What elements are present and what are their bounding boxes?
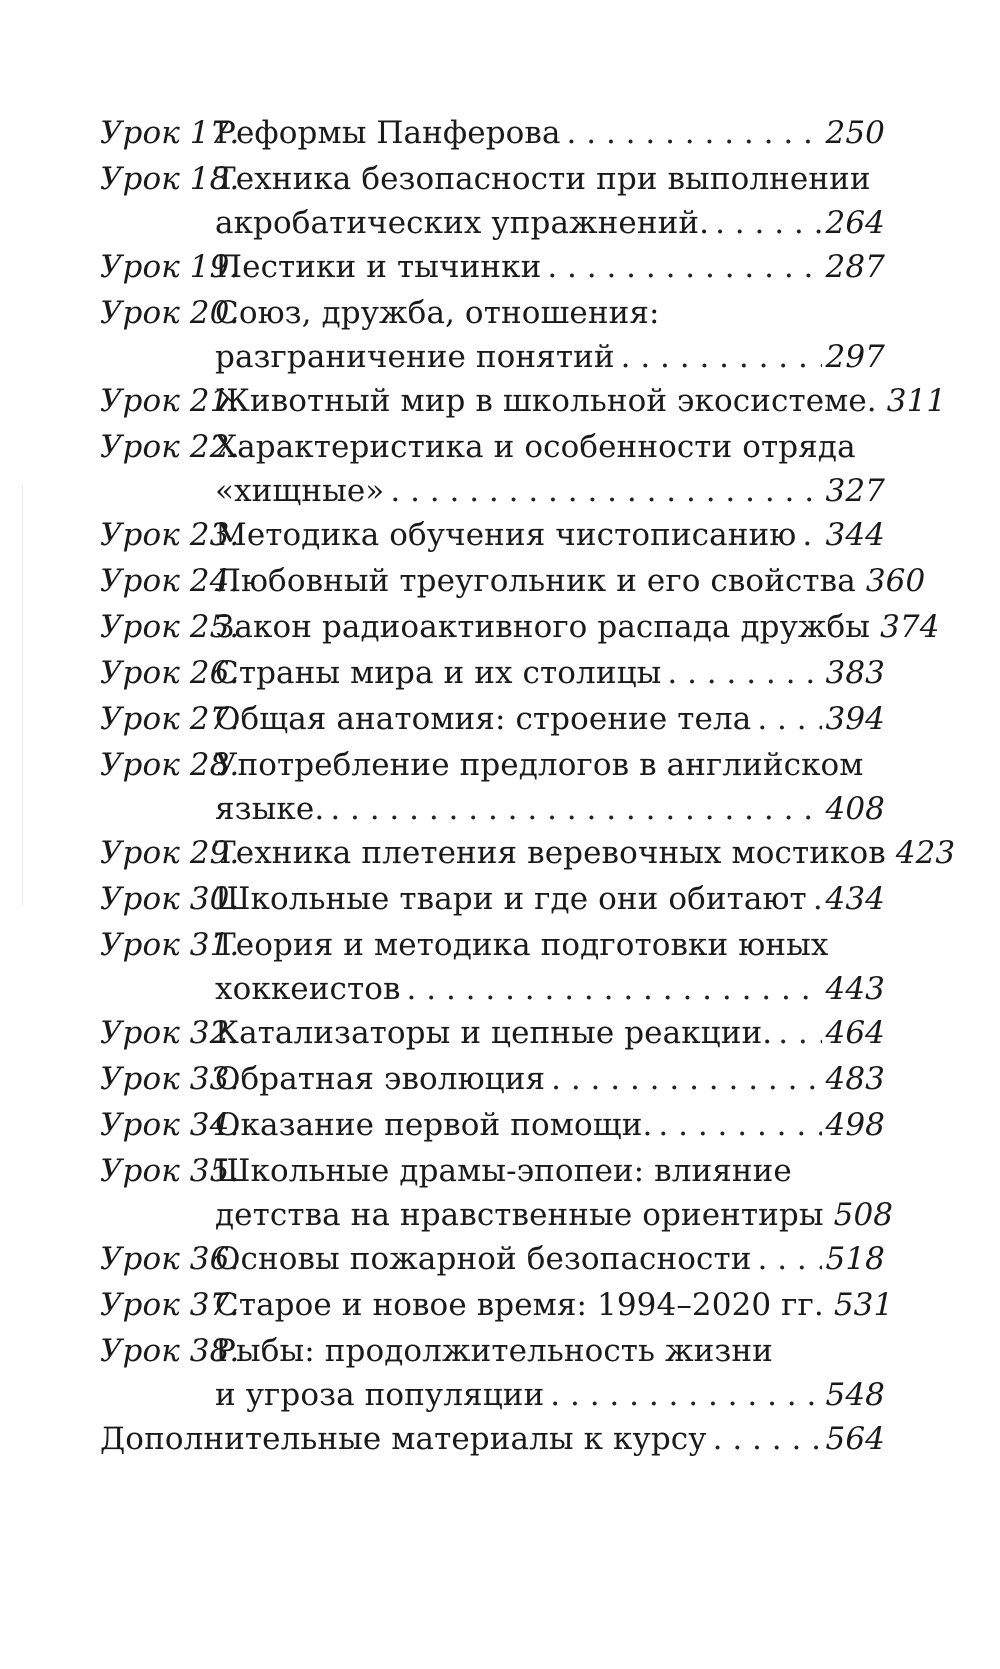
toc-entry-line bbox=[100, 922, 885, 968]
lesson-title: Общая анатомия: строение тела bbox=[215, 701, 752, 737]
page-number: 250 bbox=[825, 115, 885, 151]
toc-entry bbox=[100, 424, 885, 512]
toc-entry bbox=[100, 512, 885, 558]
dot-leader bbox=[621, 336, 822, 378]
toc-entry bbox=[100, 290, 885, 378]
lesson-title: Техника безопасности при выполнении bbox=[215, 161, 871, 197]
toc-entry bbox=[100, 876, 885, 922]
dot-leader bbox=[551, 1056, 821, 1102]
toc-entry-line bbox=[100, 876, 885, 922]
lesson-title: Реформы Панферова bbox=[215, 115, 561, 151]
page-number: 344 bbox=[825, 517, 885, 553]
toc-entry-line bbox=[100, 1328, 885, 1374]
lesson-label: Урок 36. bbox=[100, 1241, 240, 1277]
appendix-title: Дополнительные материалы к курсу bbox=[100, 1421, 707, 1457]
lesson-label: Урок 24. bbox=[100, 563, 240, 599]
dot-leader bbox=[658, 1102, 821, 1148]
dot-leader bbox=[330, 788, 821, 830]
lesson-label: Урок 34. bbox=[100, 1107, 240, 1143]
toc-entry bbox=[100, 742, 885, 830]
lesson-title: Оказание первой помощи. bbox=[215, 1107, 653, 1143]
toc-appendix bbox=[100, 1416, 885, 1462]
page-number: 443 bbox=[825, 971, 885, 1007]
toc-entry-line bbox=[100, 512, 885, 558]
lesson-label: Урок 35. bbox=[100, 1153, 240, 1189]
dot-leader bbox=[813, 876, 822, 922]
toc-entry-line bbox=[100, 830, 956, 876]
lesson-title: акробатических упражнений. bbox=[215, 205, 710, 241]
lesson-title: языке. bbox=[215, 791, 325, 827]
lesson-title: детства на нравственные ориентиры bbox=[215, 1197, 824, 1233]
toc-entry bbox=[100, 650, 885, 696]
toc-entry bbox=[100, 922, 885, 1010]
toc-entry bbox=[100, 1010, 885, 1056]
page-number: 564 bbox=[825, 1421, 885, 1457]
toc-entry bbox=[100, 1102, 885, 1148]
page-number: 483 bbox=[825, 1061, 885, 1097]
lesson-label: Урок 27. bbox=[100, 701, 240, 737]
lesson-label: Урок 21. bbox=[100, 383, 240, 419]
toc-entry-line bbox=[100, 650, 885, 696]
toc-entry-line bbox=[100, 1236, 885, 1282]
lesson-label: Урок 38. bbox=[100, 1333, 240, 1369]
toc-entry-line bbox=[100, 336, 885, 378]
dot-leader bbox=[778, 1010, 821, 1056]
dot-leader bbox=[802, 512, 821, 558]
lesson-label: Урок 19. bbox=[100, 249, 240, 285]
toc-entry-line bbox=[100, 1102, 885, 1148]
lesson-title: Страны мира и их столицы bbox=[215, 655, 662, 691]
lesson-title: Любовный треугольник и его свойства bbox=[215, 563, 856, 599]
page-number: 508 bbox=[833, 1197, 894, 1233]
toc-entry bbox=[100, 696, 885, 742]
toc-entry bbox=[100, 244, 885, 290]
dot-leader bbox=[407, 968, 822, 1010]
lesson-label: Урок 20. bbox=[100, 295, 240, 331]
lesson-label: Урок 26. bbox=[100, 655, 240, 691]
lesson-label: Урок 30. bbox=[100, 881, 240, 917]
toc-entry-line bbox=[100, 1010, 885, 1056]
toc-entry-line bbox=[100, 244, 885, 290]
toc-entry bbox=[100, 378, 947, 424]
page-number: 383 bbox=[825, 655, 885, 691]
dot-leader bbox=[715, 202, 821, 244]
page-number: 394 bbox=[825, 701, 885, 737]
lesson-label: Урок 31. bbox=[100, 927, 240, 963]
toc-entry bbox=[100, 1282, 894, 1328]
toc-entry bbox=[100, 604, 940, 650]
toc-entry bbox=[100, 110, 885, 156]
lesson-title: Техника плетения веревочных мостиков bbox=[215, 835, 886, 871]
page-number: 408 bbox=[825, 791, 885, 827]
lesson-title: разграничение понятий bbox=[215, 339, 615, 375]
dot-leader bbox=[713, 1416, 822, 1462]
dot-leader bbox=[550, 1374, 821, 1416]
lesson-label: Урок 32. bbox=[100, 1015, 240, 1051]
toc-entry bbox=[100, 558, 926, 604]
toc-entry-line bbox=[100, 378, 947, 424]
lesson-label: Урок 28. bbox=[100, 747, 240, 783]
lesson-title: Характеристика и особенности отряда bbox=[215, 429, 856, 465]
page-number: 518 bbox=[825, 1241, 885, 1277]
dot-leader bbox=[757, 1236, 821, 1282]
page-number: 264 bbox=[825, 205, 885, 241]
toc-entry-line bbox=[100, 470, 885, 512]
lesson-label: Урок 22. bbox=[100, 429, 240, 465]
lesson-title: и угроза популяции bbox=[215, 1377, 545, 1413]
dot-leader bbox=[567, 110, 822, 156]
toc-entry-line bbox=[100, 788, 885, 830]
lesson-label: Урок 33. bbox=[100, 1061, 240, 1097]
page-number: 548 bbox=[825, 1377, 885, 1413]
page-number: 374 bbox=[880, 609, 940, 645]
toc-entry-line bbox=[100, 1056, 885, 1102]
toc-entry bbox=[100, 156, 885, 244]
lesson-title: хоккеистов bbox=[215, 971, 401, 1007]
lesson-title: «хищные» bbox=[215, 473, 385, 509]
toc-entry-line bbox=[100, 1148, 885, 1194]
lesson-label: Урок 18. bbox=[100, 161, 240, 197]
lesson-title: Катализаторы и цепные реакции. bbox=[215, 1015, 773, 1051]
dot-leader bbox=[547, 244, 821, 290]
page-number: 531 bbox=[833, 1287, 894, 1323]
toc-entry-line bbox=[100, 110, 885, 156]
page-number: 287 bbox=[825, 249, 885, 285]
toc-entry-line bbox=[100, 424, 885, 470]
toc-entry-line bbox=[100, 1282, 894, 1328]
toc-entry-line bbox=[100, 968, 885, 1010]
page-number: 464 bbox=[825, 1015, 885, 1051]
dot-leader bbox=[667, 650, 821, 696]
toc-entry-line bbox=[100, 604, 940, 650]
lesson-label: Урок 17. bbox=[100, 115, 240, 151]
page-edge-shadow bbox=[22, 485, 23, 905]
lesson-title: Старое и новое время: 1994–2020 гг. bbox=[215, 1287, 824, 1323]
toc-entry-line bbox=[100, 558, 926, 604]
lesson-title: Животный мир в школьной экосистеме. bbox=[215, 383, 877, 419]
lesson-label: Урок 23. bbox=[100, 517, 240, 553]
toc-entry-line bbox=[100, 1194, 894, 1236]
lesson-title: Теория и методика подготовки юных bbox=[215, 927, 829, 963]
lesson-title: Методика обучения чистописанию bbox=[215, 517, 797, 553]
dot-leader bbox=[390, 470, 821, 512]
page-number: 297 bbox=[825, 339, 885, 375]
lesson-title: Обратная эволюция bbox=[215, 1061, 546, 1097]
page-number: 360 bbox=[865, 563, 926, 599]
lesson-label: Урок 25. bbox=[100, 609, 240, 645]
toc-entry-line bbox=[100, 290, 885, 336]
table-of-contents bbox=[100, 110, 956, 1462]
lesson-title: Союз, дружба, отношения: bbox=[215, 295, 660, 331]
toc-entry-line bbox=[100, 202, 885, 244]
lesson-title: Употребление предлогов в английском bbox=[215, 747, 864, 783]
page-number: 311 bbox=[886, 383, 947, 419]
page-number: 423 bbox=[895, 835, 956, 871]
toc-entry bbox=[100, 1236, 885, 1282]
toc-entry bbox=[100, 1328, 885, 1416]
lesson-title: Школьные драмы-эпопеи: влияние bbox=[215, 1153, 792, 1189]
toc-entry-line bbox=[100, 742, 885, 788]
page-number: 498 bbox=[825, 1107, 885, 1143]
lesson-title: Школьные твари и где они обитают bbox=[215, 881, 807, 917]
page-number: 434 bbox=[825, 881, 885, 917]
toc-entry bbox=[100, 1056, 885, 1102]
lesson-title: Рыбы: продолжительность жизни bbox=[215, 1333, 773, 1369]
toc-entry bbox=[100, 1148, 894, 1236]
lesson-title: Пестики и тычинки bbox=[215, 249, 542, 285]
lesson-title: Основы пожарной безопасности bbox=[215, 1241, 752, 1277]
toc-entry-line bbox=[100, 156, 885, 202]
page-number: 327 bbox=[825, 473, 885, 509]
toc-entry-line bbox=[100, 1374, 885, 1416]
lesson-label: Урок 37. bbox=[100, 1287, 240, 1323]
dot-leader bbox=[757, 696, 821, 742]
lesson-title: Закон радиоактивного распада дружбы bbox=[215, 609, 871, 645]
toc-entry bbox=[100, 830, 956, 876]
toc-entry-line bbox=[100, 696, 885, 742]
lesson-label: Урок 29. bbox=[100, 835, 240, 871]
